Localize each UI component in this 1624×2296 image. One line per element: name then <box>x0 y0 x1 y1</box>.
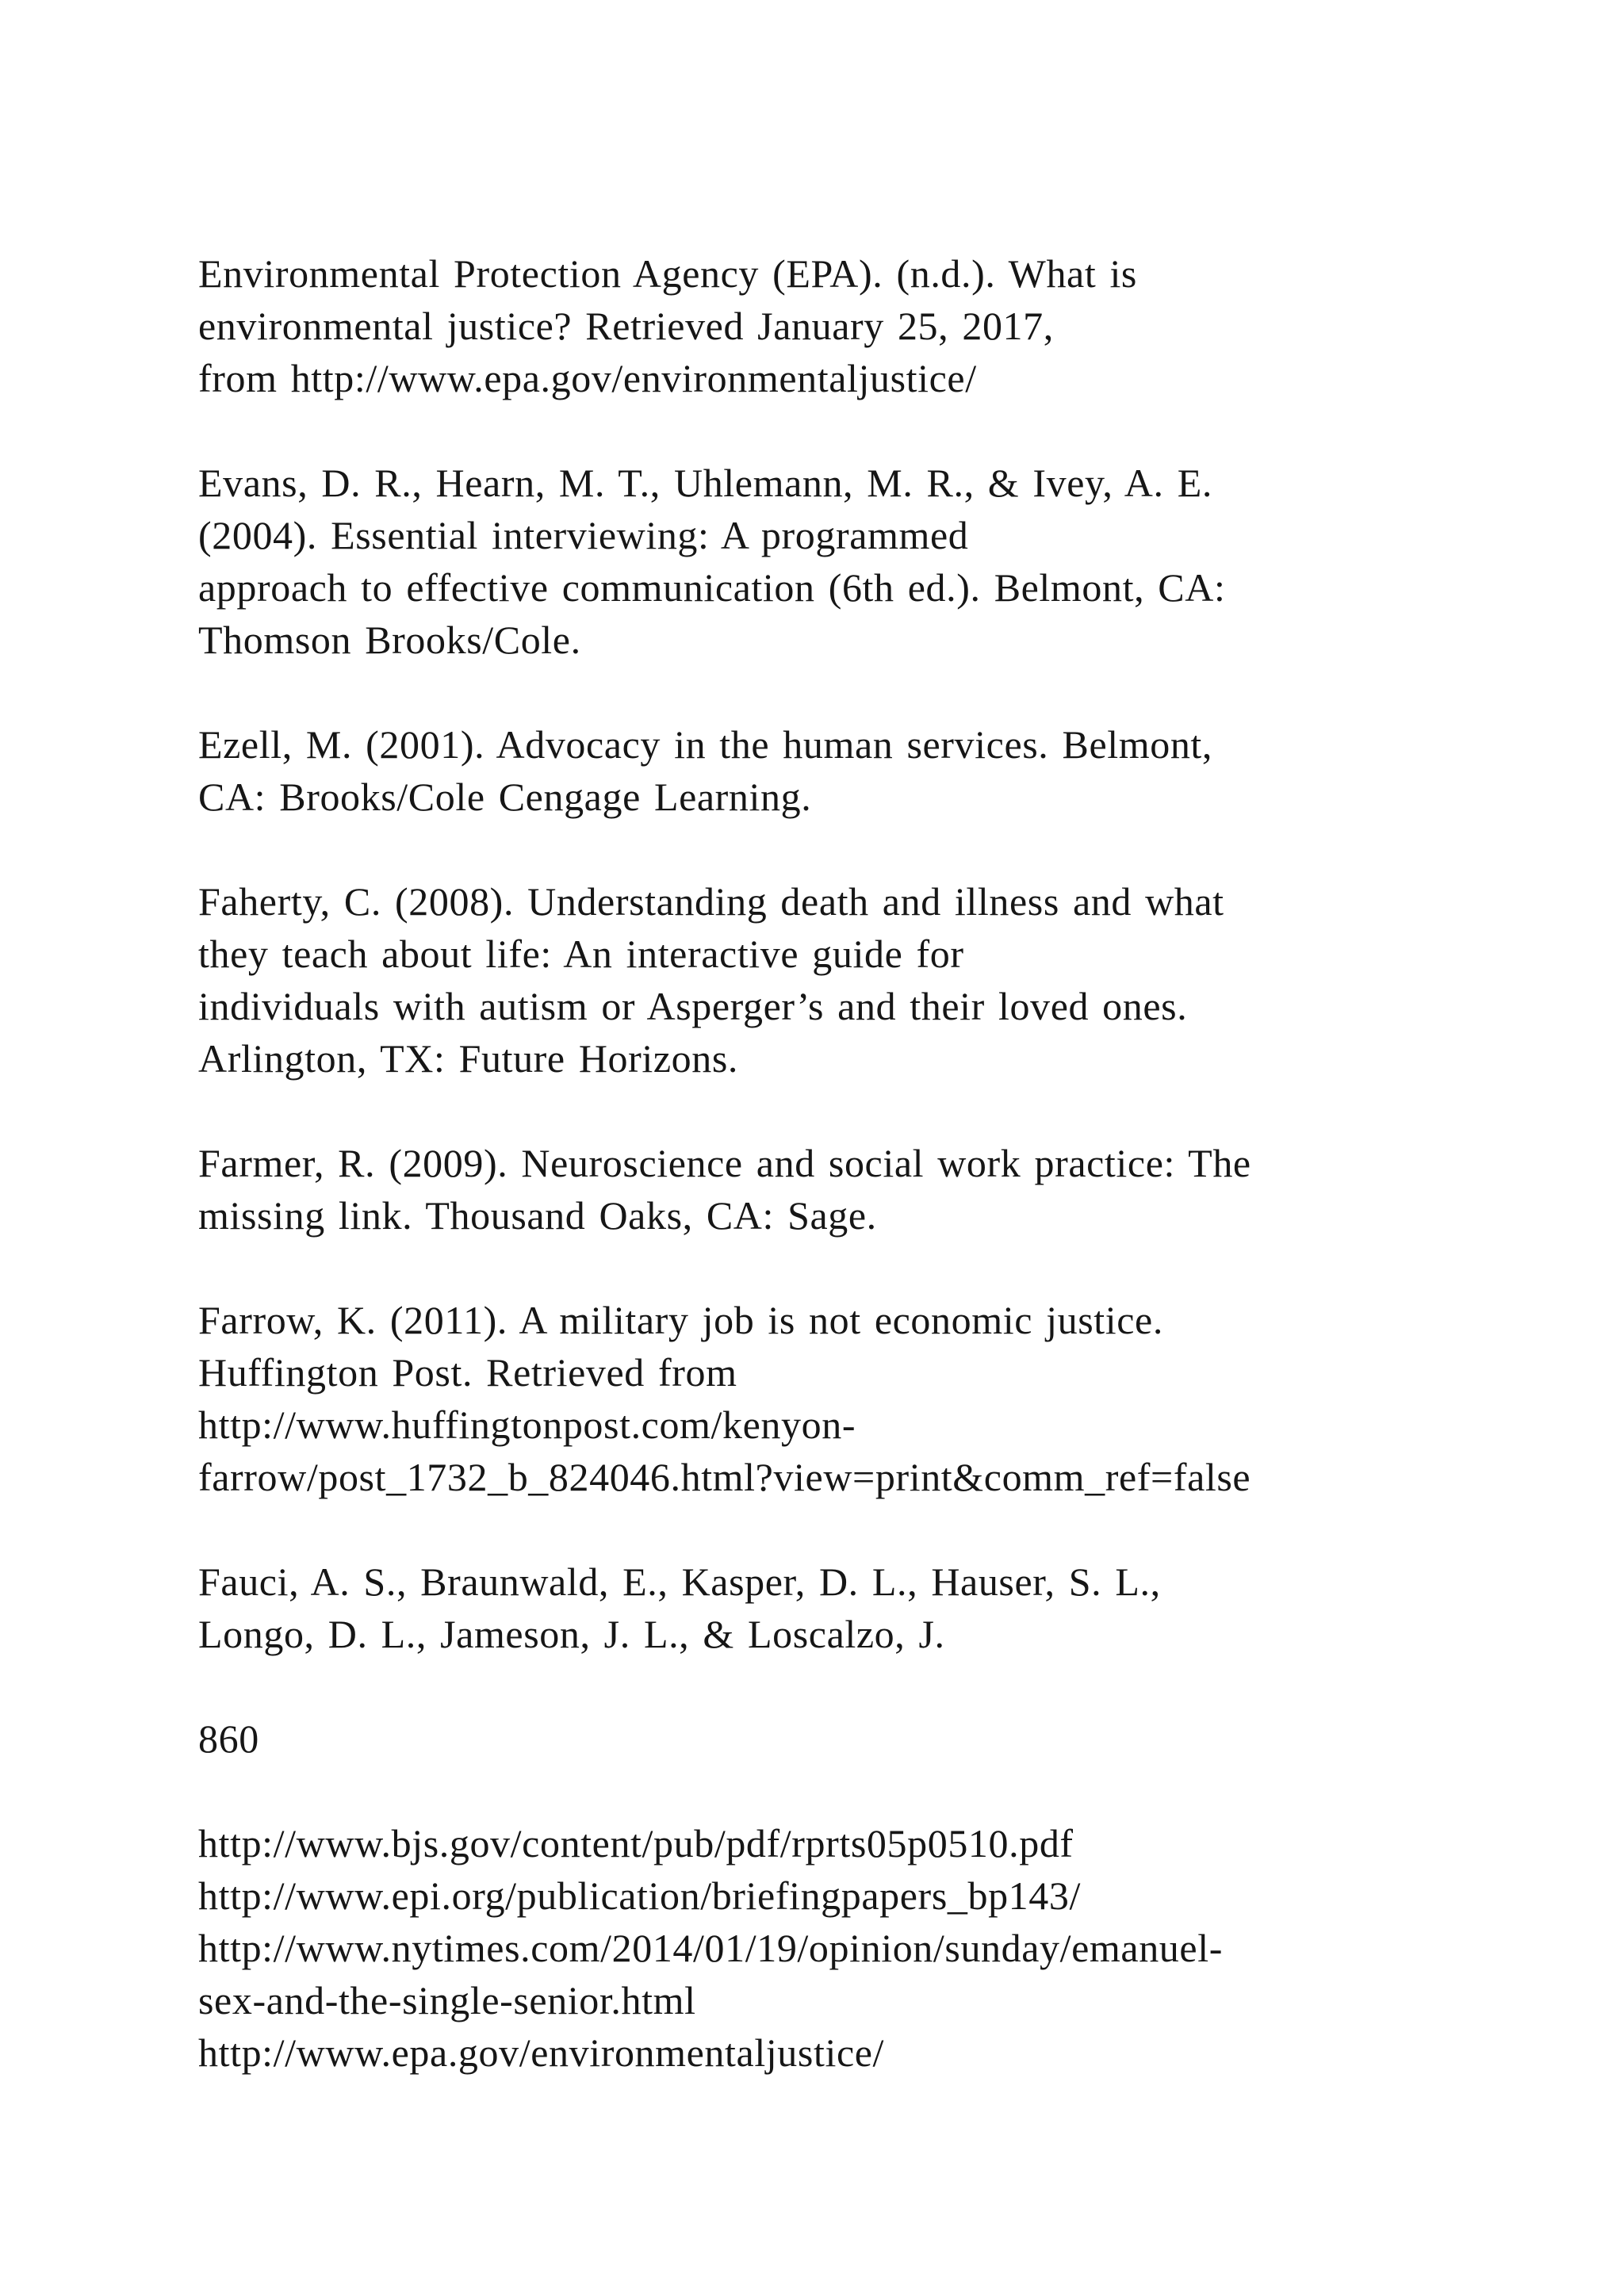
url-list <box>198 1817 1435 2079</box>
url-line: sex-and-the-single-senior.html <box>198 1978 696 2022</box>
reference-entry-epa <box>198 247 1435 404</box>
reference-entry-fauci <box>198 1556 1435 1660</box>
reference-line: Arlington, TX: Future Horizons. <box>198 1036 739 1081</box>
reference-url-line: http://www.huffingtonpost.com/kenyon- <box>198 1402 856 1447</box>
reference-line: they teach about life: An interactive guide for <box>198 932 964 976</box>
reference-line: Huffington Post. Retrieved from <box>198 1350 737 1395</box>
reference-line: (2004). Essential interviewing: A programmed <box>198 513 969 557</box>
reference-entry-faherty <box>198 875 1435 1085</box>
document-body <box>198 247 1435 2079</box>
reference-line: missing link. Thousand Oaks, CA: Sage. <box>198 1193 877 1238</box>
reference-line: Faherty, C. (2008). Understanding death and illness and what <box>198 879 1224 924</box>
reference-entry-farrow <box>198 1294 1435 1503</box>
reference-entry-evans <box>198 457 1435 666</box>
reference-line: individuals with autism or Asperger’s and their loved ones. <box>198 984 1188 1028</box>
reference-line: Ezell, M. (2001). Advocacy in the human services. Belmont, <box>198 722 1213 767</box>
reference-entry-farmer <box>198 1137 1435 1242</box>
reference-line: Thomson Brooks/Cole. <box>198 618 581 662</box>
page-number: 860 <box>198 1716 259 1761</box>
url-line: http://www.nytimes.com/2014/01/19/opinion/sunday/emanuel- <box>198 1926 1223 1970</box>
reference-line: Farrow, K. (2011). A military job is not economic justice. <box>198 1298 1163 1342</box>
reference-line: Evans, D. R., Hearn, M. T., Uhlemann, M. R., & Ivey, A. E. <box>198 461 1212 505</box>
reference-line: environmental justice? Retrieved January 25, 2017, <box>198 304 1054 348</box>
reference-line: from http://www.epa.gov/environmentaljustice/ <box>198 356 977 400</box>
reference-line: Longo, D. L., Jameson, J. L., & Loscalzo, J. <box>198 1612 945 1656</box>
url-line: http://www.bjs.gov/content/pub/pdf/rprts05p0510.pdf <box>198 1821 1074 1866</box>
url-line: http://www.epi.org/publication/briefingpapers_bp143/ <box>198 1873 1081 1918</box>
url-line: http://www.epa.gov/environmentaljustice/ <box>198 2030 885 2075</box>
reference-line: Fauci, A. S., Braunwald, E., Kasper, D. L., Hauser, S. L., <box>198 1559 1161 1604</box>
reference-url-line: farrow/post_1732_b_824046.html?view=print&comm_ref=false <box>198 1455 1251 1499</box>
reference-line: Farmer, R. (2009). Neuroscience and social work practice: The <box>198 1141 1251 1185</box>
reference-line: Environmental Protection Agency (EPA). (n.d.). What is <box>198 251 1137 296</box>
reference-line: CA: Brooks/Cole Cengage Learning. <box>198 775 812 819</box>
reference-line: approach to effective communication (6th ed.). Belmont, CA: <box>198 565 1226 610</box>
reference-entry-ezell <box>198 718 1435 823</box>
